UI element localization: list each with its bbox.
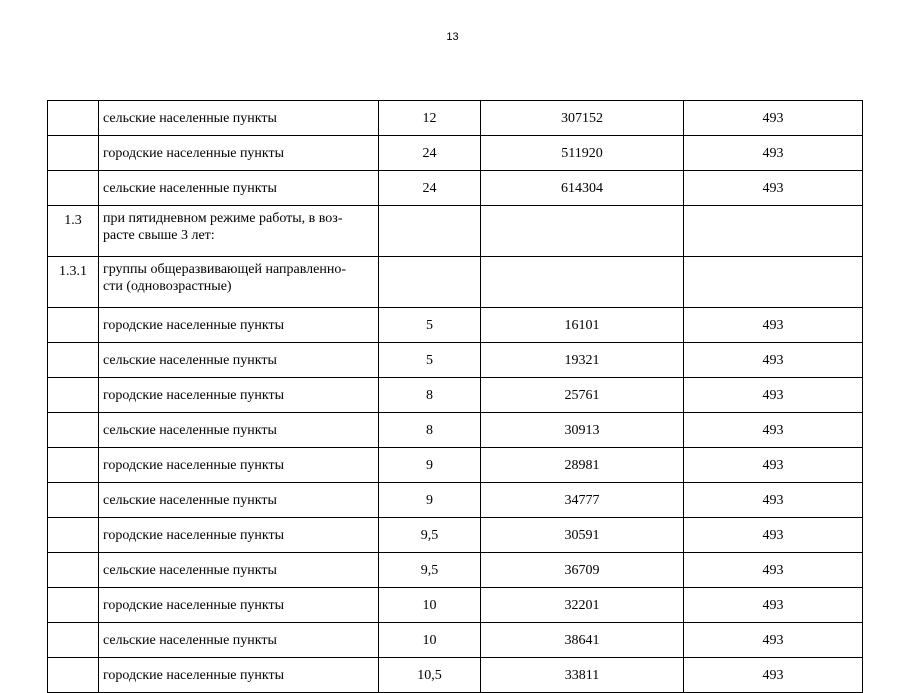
table-row (48, 257, 863, 308)
row-value2-cell: 614304 (481, 171, 684, 206)
row-value1-cell: 9 (379, 483, 481, 518)
row-name-cell: городские населенные пункты (99, 658, 379, 693)
tariff-table (47, 100, 863, 693)
row-name-cell: городские населенные пункты (99, 308, 379, 343)
table-row (48, 343, 863, 378)
row-name-cell: сельские населенные пункты (99, 101, 379, 136)
row-value3-cell: 493 (684, 101, 863, 136)
row-name-cell: городские населенные пункты (99, 378, 379, 413)
table-row (48, 483, 863, 518)
row-name-cell: городские населенные пункты (99, 588, 379, 623)
row-name-cell: сельские населенные пункты (99, 623, 379, 658)
row-value2-cell: 511920 (481, 136, 684, 171)
table-row (48, 588, 863, 623)
table-row (48, 136, 863, 171)
row-number-cell (48, 553, 99, 588)
row-name-cell: сельские населенные пункты (99, 483, 379, 518)
row-name-cell: сельские населенные пункты (99, 413, 379, 448)
row-value1-cell (379, 257, 481, 308)
row-name-cell: городские населенные пункты (99, 448, 379, 483)
row-number-cell (48, 378, 99, 413)
row-value3-cell: 493 (684, 343, 863, 378)
row-value1-cell: 5 (379, 308, 481, 343)
row-value2-cell: 25761 (481, 378, 684, 413)
row-value1-cell: 24 (379, 171, 481, 206)
row-number-cell (48, 343, 99, 378)
row-number-cell (48, 308, 99, 343)
row-value2-cell: 33811 (481, 658, 684, 693)
table-row (48, 101, 863, 136)
row-value2-cell: 307152 (481, 101, 684, 136)
row-name-cell: группы общеразвивающей направленно- сти (одновозрастные) (99, 257, 379, 308)
row-number-cell (48, 101, 99, 136)
row-value3-cell: 493 (684, 308, 863, 343)
row-name-cell: при пятидневном режиме работы, в воз- расте свыше 3 лет: (99, 206, 379, 257)
row-value1-cell: 9,5 (379, 518, 481, 553)
row-number-cell: 1.3.1 (48, 257, 99, 308)
table-row (48, 413, 863, 448)
row-value2-cell: 16101 (481, 308, 684, 343)
row-number-cell (48, 483, 99, 518)
row-number-cell (48, 448, 99, 483)
row-value3-cell: 493 (684, 413, 863, 448)
table-row (48, 206, 863, 257)
row-name-cell: городские населенные пункты (99, 518, 379, 553)
row-name-cell: сельские населенные пункты (99, 553, 379, 588)
row-value1-cell: 10 (379, 588, 481, 623)
table-row (48, 518, 863, 553)
row-value2-cell: 30913 (481, 413, 684, 448)
row-value1-cell: 24 (379, 136, 481, 171)
table-row (48, 658, 863, 693)
row-value2-cell (481, 257, 684, 308)
row-value1-cell: 12 (379, 101, 481, 136)
table-row (48, 553, 863, 588)
row-value3-cell (684, 206, 863, 257)
row-value3-cell: 493 (684, 448, 863, 483)
row-value3-cell: 493 (684, 171, 863, 206)
row-value2-cell (481, 206, 684, 257)
page-number: 13 (446, 31, 459, 43)
row-value3-cell: 493 (684, 658, 863, 693)
row-value1-cell: 9,5 (379, 553, 481, 588)
row-name-cell: сельские населенные пункты (99, 171, 379, 206)
row-name-cell: городские населенные пункты (99, 136, 379, 171)
row-value3-cell: 493 (684, 518, 863, 553)
table-row (48, 448, 863, 483)
table-row (48, 378, 863, 413)
row-value1-cell: 5 (379, 343, 481, 378)
row-value3-cell: 493 (684, 136, 863, 171)
row-number-cell (48, 136, 99, 171)
row-value3-cell: 493 (684, 553, 863, 588)
table-body (48, 101, 863, 693)
row-number-cell (48, 588, 99, 623)
row-value3-cell: 493 (684, 483, 863, 518)
row-value2-cell: 38641 (481, 623, 684, 658)
row-value1-cell (379, 206, 481, 257)
row-value3-cell: 493 (684, 588, 863, 623)
row-value2-cell: 34777 (481, 483, 684, 518)
row-value3-cell: 493 (684, 378, 863, 413)
row-value1-cell: 10 (379, 623, 481, 658)
row-number-cell (48, 623, 99, 658)
row-value3-cell: 493 (684, 623, 863, 658)
row-number-cell (48, 171, 99, 206)
row-value1-cell: 8 (379, 413, 481, 448)
row-value3-cell (684, 257, 863, 308)
row-value2-cell: 19321 (481, 343, 684, 378)
row-value2-cell: 28981 (481, 448, 684, 483)
row-name-cell: сельские населенные пункты (99, 343, 379, 378)
row-number-cell: 1.3 (48, 206, 99, 257)
row-value1-cell: 9 (379, 448, 481, 483)
row-value1-cell: 10,5 (379, 658, 481, 693)
table-row (48, 171, 863, 206)
row-value2-cell: 36709 (481, 553, 684, 588)
row-value1-cell: 8 (379, 378, 481, 413)
row-value2-cell: 30591 (481, 518, 684, 553)
row-value2-cell: 32201 (481, 588, 684, 623)
table-row (48, 308, 863, 343)
table-row (48, 623, 863, 658)
row-number-cell (48, 658, 99, 693)
row-number-cell (48, 413, 99, 448)
row-number-cell (48, 518, 99, 553)
